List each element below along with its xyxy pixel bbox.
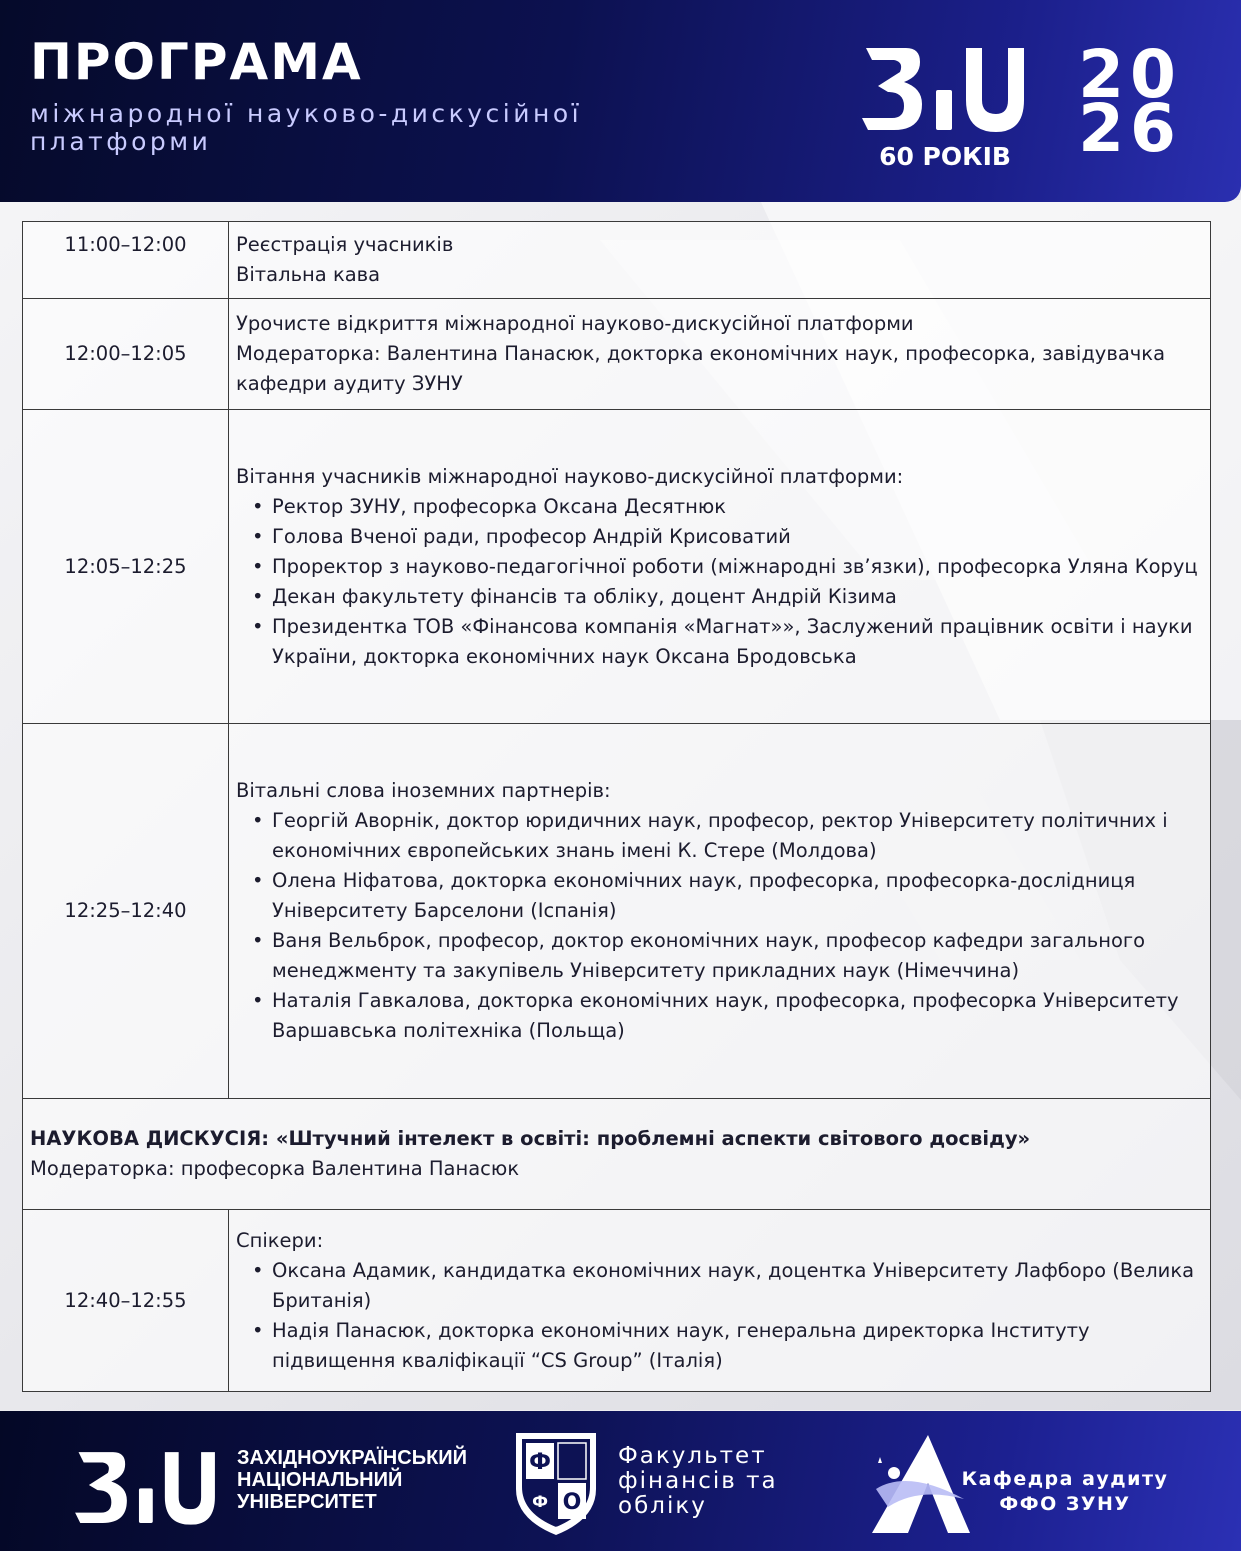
table-row: [23, 1210, 1211, 1392]
zunu-logo-icon: [70, 1447, 220, 1529]
description-cell: [229, 724, 1211, 1099]
faculty-name-line: обліку: [618, 1493, 707, 1519]
university-name-line: ЗАХІДНОУКРАЇНСЬКИЙ: [237, 1447, 468, 1469]
list-item: • Президентка ТОВ «Фінансова компанія «Магнат»», Заслужений працівник освіти і науки України, докторка економічних наук Оксана Бродовська: [272, 612, 1202, 672]
time-cell: 12:25–12:40: [23, 724, 229, 1099]
crest-letter: Ф: [532, 1492, 548, 1511]
description-line: Реєстрація учасників: [236, 233, 454, 256]
list-item: • Декан факультету фінансів та обліку, доцент Андрій Кізима: [272, 582, 1202, 612]
faculty-name-line: фінансів та: [618, 1468, 778, 1494]
university-name: [237, 1447, 467, 1513]
discussion-title: НАУКОВА ДИСКУСІЯ: «Штучний інтелект в освіті: проблемні аспекти світового досвіду»: [30, 1127, 1031, 1150]
partners-list: [236, 806, 1202, 1046]
year-bottom: 26: [1078, 90, 1182, 167]
table-row: [23, 410, 1211, 724]
discussion-moderator: Модераторка: професорка Валентина Панасюк: [30, 1157, 520, 1180]
list-item: • Надія Панасюк, докторка економічних наук, генеральна директорка Інституту підвищення кваліфікації “CS Group” (Італія): [272, 1316, 1202, 1376]
program-table: [22, 221, 1211, 1392]
faculty-name-line: Факультет: [618, 1443, 767, 1469]
faculty-name: [618, 1444, 778, 1519]
zunu-logo-icon: [858, 42, 1028, 137]
speakers-list: [236, 1256, 1202, 1376]
time-cell: 12:00–12:05: [23, 299, 229, 410]
description-intro: Вітання учасників міжнародної науково-дискусійної платформи:: [236, 464, 904, 488]
list-item: • Голова Вченої ради, професор Андрій Крисоватий: [272, 522, 1202, 552]
description-line: Модераторка: Валентина Панасюк, докторка економічних наук, професорка, завідувачка кафедри аудиту ЗУНУ: [236, 342, 1166, 395]
header-banner: [0, 0, 1241, 202]
time-cell: 12:40–12:55: [23, 1210, 229, 1392]
department-name-line: Кафедра аудиту: [961, 1468, 1169, 1490]
list-item: • Ваня Вельброк, професор, доктор економічних наук, професор кафедри загального менеджменту та закупівель Університету прикладних наук (Німеччина): [272, 926, 1202, 986]
university-name-line: НАЦІОНАЛЬНИЙ: [237, 1469, 403, 1491]
table-row: [23, 299, 1211, 410]
list-item: • Георгій Аворнік, доктор юридичних наук, професор, ректор Університету політичних і економічних європейських знань імені К. Стере (Молдова): [272, 806, 1202, 866]
list-item: • Проректор з науково-педагогічної роботи (міжнародні зв’язки), професорка Уляна Коруц: [272, 552, 1202, 582]
table-row: [23, 724, 1211, 1099]
footer-banner: [0, 1411, 1241, 1551]
list-item: • Наталія Гавкалова, докторка економічних наук, професорка, професорка Університету Варшавська політехніка (Польща): [272, 986, 1202, 1046]
crest-letter: Ф: [529, 1450, 551, 1475]
description-cell: [229, 410, 1211, 724]
university-name-line: УНІВЕРСИТЕТ: [237, 1491, 377, 1513]
table-row: [23, 222, 1211, 299]
faculty-crest-icon: [510, 1427, 602, 1539]
crest-letter: О: [562, 1490, 582, 1515]
anniversary-label: 60 РОКІВ: [879, 142, 1011, 171]
list-item: • Ректор ЗУНУ, професорка Оксана Десятнюк: [272, 492, 1202, 522]
discussion-cell: [23, 1099, 1211, 1210]
greetings-list: [236, 492, 1202, 672]
page-title: ПРОГРАМА: [30, 33, 363, 91]
description-line: Урочисте відкриття міжнародної науково-дискусійної платформи: [236, 312, 914, 335]
description-cell: [229, 222, 1211, 299]
crest-caption: ЗУНУ: [548, 1526, 564, 1533]
department-name-line: ФФО ЗУНУ: [999, 1493, 1131, 1515]
description-cell: [229, 299, 1211, 410]
description-intro: Вітальні слова іноземних партнерів:: [236, 779, 611, 802]
description-intro: Спікери:: [236, 1228, 324, 1252]
time-cell: 11:00–12:00: [23, 222, 229, 299]
time-cell: 12:05–12:25: [23, 410, 229, 724]
description-line: Вітальна кава: [236, 263, 381, 286]
discussion-row: [23, 1099, 1211, 1210]
description-cell: [229, 1210, 1211, 1392]
department-name: [950, 1467, 1180, 1517]
year-top: 20: [1078, 36, 1182, 113]
list-item: • Олена Ніфатова, докторка економічних наук, професорка, професорка-дослідниця Університету Барселони (Іспанія): [272, 866, 1202, 926]
list-item: • Оксана Адамик, кандидатка економічних наук, доцентка Університету Лафборо (Велика Британія): [272, 1256, 1202, 1316]
page-subtitle: міжнародної науково-дискусійної платформи: [30, 99, 583, 156]
